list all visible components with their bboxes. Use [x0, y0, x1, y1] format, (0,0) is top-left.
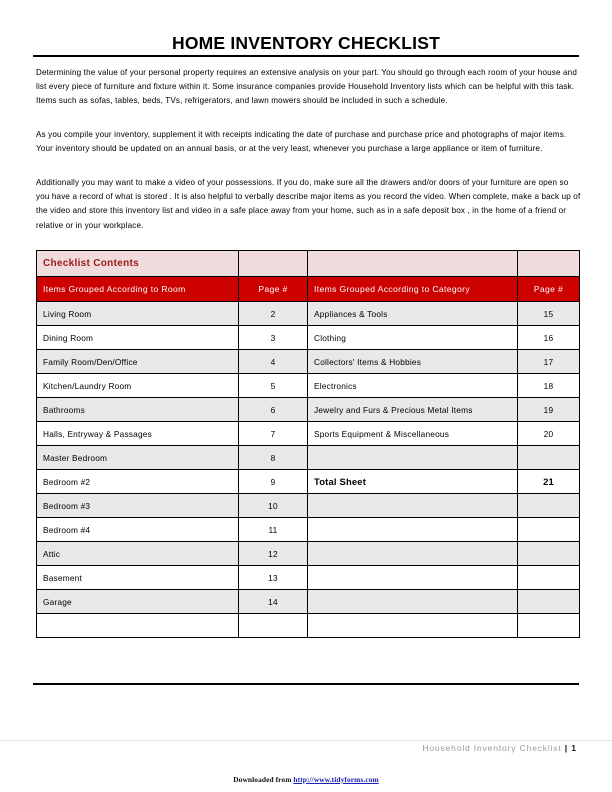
- cell-category: [308, 590, 518, 614]
- cell-page-2: [518, 518, 580, 542]
- cell-page-2: 16: [518, 326, 580, 350]
- cell-room: Dining Room: [37, 326, 239, 350]
- cell-category: Electronics: [308, 374, 518, 398]
- cell-page-2: [518, 494, 580, 518]
- table-row: [37, 614, 580, 638]
- cell-room: Living Room: [37, 302, 239, 326]
- cell-category: Total Sheet: [308, 470, 518, 494]
- cell-room: Family Room/Den/Office: [37, 350, 239, 374]
- cell-category: Jewelry and Furs & Precious Metal Items: [308, 398, 518, 422]
- footer-page-number: 1: [571, 743, 576, 753]
- cell-page-1: 10: [239, 494, 308, 518]
- column-header-room: Items Grouped According to Room: [37, 277, 239, 302]
- cell-room: Basement: [37, 566, 239, 590]
- section-title-spacer-1: [239, 251, 308, 277]
- cell-category: Appliances & Tools: [308, 302, 518, 326]
- cell-category: [308, 446, 518, 470]
- cell-page-1: 13: [239, 566, 308, 590]
- download-prefix: Downloaded from: [233, 775, 292, 784]
- table-row: [37, 422, 580, 446]
- cell-page-1: 6: [239, 398, 308, 422]
- cell-room: Bedroom #3: [37, 494, 239, 518]
- column-header-category: Items Grouped According to Category: [308, 277, 518, 302]
- cell-page-1: 11: [239, 518, 308, 542]
- cell-category: [308, 494, 518, 518]
- page-title: HOME INVENTORY CHECKLIST: [172, 33, 440, 53]
- section-title-spacer-2: [308, 251, 518, 277]
- cell-page-2: 20: [518, 422, 580, 446]
- download-attribution: [0, 775, 612, 784]
- table-row: [37, 446, 580, 470]
- cell-page-2: [518, 446, 580, 470]
- table-row: [37, 350, 580, 374]
- cell-page-1: [239, 614, 308, 638]
- cell-page-2: 18: [518, 374, 580, 398]
- cell-page-1: 5: [239, 374, 308, 398]
- cell-category: Clothing: [308, 326, 518, 350]
- section-title-spacer-3: [518, 251, 580, 277]
- cell-page-2: [518, 590, 580, 614]
- cell-page-1: 3: [239, 326, 308, 350]
- table-row: [37, 470, 580, 494]
- table-row: [37, 302, 580, 326]
- cell-room: [37, 614, 239, 638]
- cell-page-1: 4: [239, 350, 308, 374]
- title-divider: [33, 55, 579, 57]
- footer-separator: |: [564, 743, 569, 753]
- cell-room: Halls, Entryway & Passages: [37, 422, 239, 446]
- cell-page-2: [518, 614, 580, 638]
- column-header-page-1: Page #: [239, 277, 308, 302]
- cell-room: Garage: [37, 590, 239, 614]
- cell-page-1: 12: [239, 542, 308, 566]
- cell-page-1: 2: [239, 302, 308, 326]
- intro-paragraph-1: Determining the value of your personal property requires an extensive analysis on your part. You should go through each room of your house and list every piece of furniture and fixture within it. Some insurance companies provide Household Inventory lists which can be helpful with this task. Items such as sofas, tables, beds, TVs, refrigerators, and lawn mowers should be included in such a schedule.: [36, 68, 577, 106]
- cell-page-1: 14: [239, 590, 308, 614]
- cell-page-2: 21: [518, 470, 580, 494]
- footer-caption: [422, 743, 576, 753]
- cell-category: [308, 518, 518, 542]
- tidyforms-link[interactable]: http://www.tidyforms.com: [293, 775, 379, 784]
- cell-room: Master Bedroom: [37, 446, 239, 470]
- cell-room: Bathrooms: [37, 398, 239, 422]
- cell-category: [308, 614, 518, 638]
- cell-page-2: [518, 542, 580, 566]
- table-row: [37, 326, 580, 350]
- table-row: [37, 566, 580, 590]
- cell-page-2: 15: [518, 302, 580, 326]
- cell-category: [308, 566, 518, 590]
- intro-paragraph-3: Additionally you may want to make a video of your possessions. If you do, make sure all the drawers and/or doors of your furniture are open so you have a record of what is stored . It is also helpful to verbally describe major items as you record the video. When complete, make a back up of the video and store this inventory list and video in a safe place away from your home, such as in a safe deposit box , in the home of a friend or relative or in your workplace.: [36, 178, 581, 230]
- table-row: [37, 494, 580, 518]
- cell-category: Collectors' Items & Hobbies: [308, 350, 518, 374]
- cell-room: Attic: [37, 542, 239, 566]
- intro-paragraph-2: As you compile your inventory, supplement it with receipts indicating the date of purchase and purchase price and photographs of major items. Your inventory should be updated on an annual basis, or at the very least, whenever you purchase a large appliance or item of furniture.: [36, 130, 567, 154]
- cell-page-1: 7: [239, 422, 308, 446]
- section-title-cell: Checklist Contents: [37, 251, 239, 277]
- cell-page-1: 9: [239, 470, 308, 494]
- cell-room: Bedroom #4: [37, 518, 239, 542]
- cell-room: Bedroom #2: [37, 470, 239, 494]
- cell-room: Kitchen/Laundry Room: [37, 374, 239, 398]
- cell-category: Sports Equipment & Miscellaneous: [308, 422, 518, 446]
- column-header-page-2: Page #: [518, 277, 580, 302]
- table-section-title-row: [37, 251, 580, 277]
- table-row: [37, 374, 580, 398]
- cell-category: [308, 542, 518, 566]
- content-bottom-divider: [33, 683, 579, 685]
- table-row: [37, 398, 580, 422]
- footer-label: Household Inventory Checklist: [422, 743, 562, 753]
- footer-divider: [0, 740, 612, 741]
- cell-page-2: [518, 566, 580, 590]
- cell-page-1: 8: [239, 446, 308, 470]
- table-row: [37, 518, 580, 542]
- cell-page-2: 19: [518, 398, 580, 422]
- table-header-row: [37, 277, 580, 302]
- table-row: [37, 590, 580, 614]
- cell-page-2: 17: [518, 350, 580, 374]
- table-row: [37, 542, 580, 566]
- checklist-contents-table: [36, 250, 580, 638]
